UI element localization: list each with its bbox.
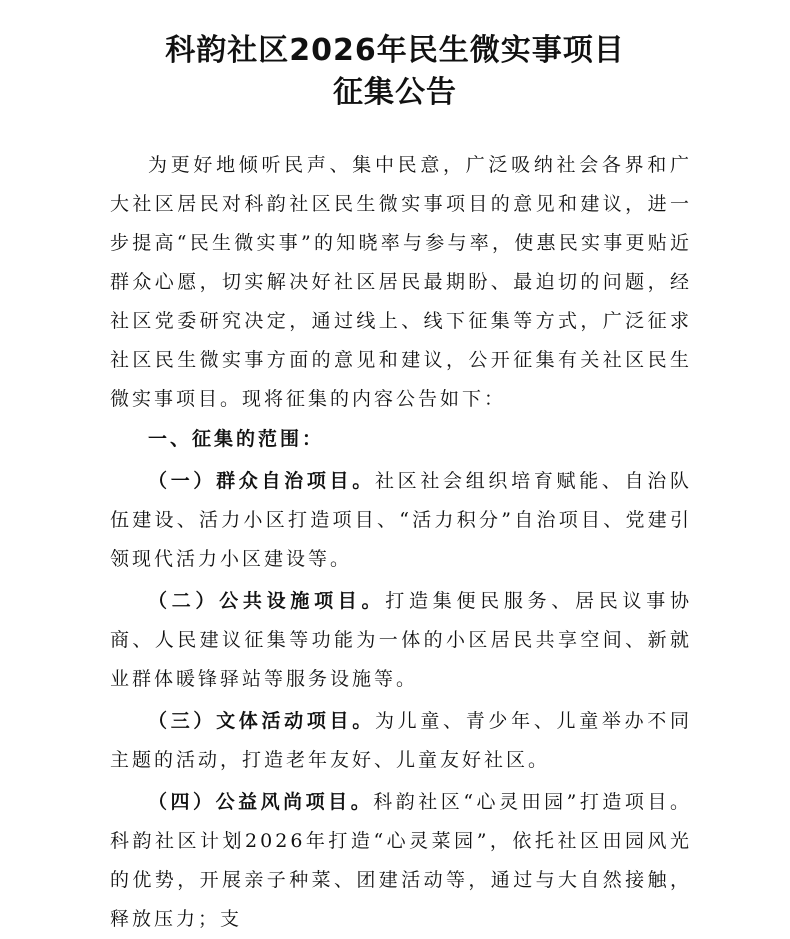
scope-item-3-lead: （三）文体活动项目。 <box>148 710 375 732</box>
scope-item-4 <box>110 783 692 939</box>
scope-item-1 <box>110 462 692 579</box>
scope-item-2-lead: （二）公共设施项目。 <box>148 590 386 612</box>
scope-item-4-text: 科韵社区“心灵田园”打造项目。科韵社区计划2026年打造“心灵菜园”，依托社区田园风光的优势，开展亲子种菜、团建活动等，通过与大自然接触，释放压力；支 <box>110 791 692 930</box>
scope-item-4-lead: （四）公益风尚项目。 <box>148 791 374 813</box>
scope-item-3 <box>110 702 692 780</box>
scope-item-2-text: 打造集便民服务、居民议事协商、人民建议征集等功能为一体的小区居民共享空间、新就业群体暖锋驿站等服务设施等。 <box>110 590 692 690</box>
document-body <box>110 146 692 939</box>
document-title-line-2: 征集公告 <box>333 75 457 110</box>
scope-item-1-text: 社区社会组织培育赋能、自治队伍建设、活力小区打造项目、“活力积分”自治项目、党建引领现代活力小区建设等。 <box>110 470 692 570</box>
scope-item-1-lead: （一）群众自治项目。 <box>148 470 375 492</box>
scope-item-2 <box>110 582 692 699</box>
section-heading-scope: 一、征集的范围： <box>148 428 325 450</box>
document-title-line-1: 科韵社区2026年民生微实事项目 <box>165 33 625 68</box>
intro-paragraph: 为更好地倾听民声、集中民意，广泛吸纳社会各界和广大社区居民对科韵社区民生微实事项目的意见和建议，进一步提高“民生微实事”的知晓率与参与率，使惠民实事更贴近群众心愿，切实解决好社区居民最期盼、最迫切的问题，经社区党委研究决定，通过线上、线下征集等方式，广泛征求社区民生微实事方面的意见和建议，公开征集有关社区民生微实事项目。现将征集的内容公告如下： <box>110 154 692 410</box>
scope-item-3-text: 为儿童、青少年、儿童举办不同主题的活动，打造老年友好、儿童友好社区。 <box>110 710 692 771</box>
